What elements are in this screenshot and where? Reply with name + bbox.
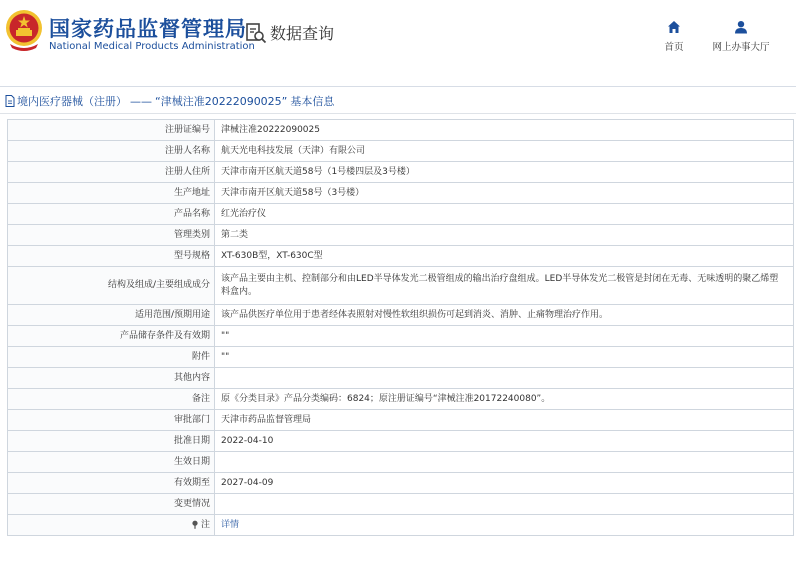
field-value <box>215 368 794 389</box>
table-row <box>8 347 794 368</box>
field-label: 有效期至 <box>8 473 215 494</box>
field-label: 生效日期 <box>8 452 215 473</box>
field-label: 批准日期 <box>8 431 215 452</box>
field-value: 天津市南开区航天道58号（3号楼） <box>215 183 794 204</box>
field-label: 生产地址 <box>8 183 215 204</box>
field-label: 其他内容 <box>8 368 215 389</box>
data-query-title <box>245 21 334 44</box>
field-value: "" <box>215 347 794 368</box>
field-value: 第二类 <box>215 225 794 246</box>
record-title-bar <box>0 87 796 114</box>
field-label: 适用范围/预期用途 <box>8 305 215 326</box>
field-label: 产品储存条件及有效期 <box>8 326 215 347</box>
field-value: 津械注准20222090025 <box>215 120 794 141</box>
table-row <box>8 473 794 494</box>
field-label: 注册证编号 <box>8 120 215 141</box>
table-row <box>8 410 794 431</box>
field-label: 附件 <box>8 347 215 368</box>
site-header <box>0 0 796 72</box>
table-row <box>8 267 794 305</box>
table-row <box>8 452 794 473</box>
field-value: "" <box>215 326 794 347</box>
table-row <box>8 368 794 389</box>
table-row <box>8 494 794 515</box>
field-value <box>215 452 794 473</box>
pin-icon <box>191 520 199 529</box>
breadcrumb-record: “津械注准20222090025” <box>155 95 288 108</box>
field-label: 变更情况 <box>8 494 215 515</box>
breadcrumb-separator: —— <box>130 94 152 108</box>
nav-service-hall[interactable] <box>706 20 776 53</box>
field-value: 航天光电科技发展（天津）有限公司 <box>215 141 794 162</box>
table-row <box>8 246 794 267</box>
user-icon <box>734 20 748 34</box>
national-emblem-icon <box>4 6 44 54</box>
field-label: 管理类别 <box>8 225 215 246</box>
nav-service-hall-label: 网上办事大厅 <box>712 42 770 53</box>
field-label: 产品名称 <box>8 204 215 225</box>
field-label: 结构及组成/主要组成成分 <box>8 267 215 305</box>
nav-home-label: 首页 <box>664 42 684 53</box>
org-name-en: National Medical Products Administration <box>49 41 255 52</box>
field-label: 注册人住所 <box>8 162 215 183</box>
home-icon <box>667 20 681 34</box>
field-value: 该产品主要由主机、控制部分和由LED半导体发光二极管组成的输出治疗盘组成。LED半导体发光二极管是封闭在无毒、无味透明的聚乙烯塑料盒内。 <box>215 267 794 305</box>
breadcrumb <box>5 93 334 109</box>
table-row <box>8 389 794 410</box>
record-detail-table <box>7 119 794 536</box>
query-title-text: 数据查询 <box>270 24 335 43</box>
field-value: 该产品供医疗单位用于患者经体表照射对慢性软组织损伤可起到消炎、消肿、止痛物理治疗作用。 <box>215 305 794 326</box>
field-label: 审批部门 <box>8 410 215 431</box>
field-value <box>215 494 794 515</box>
table-row <box>8 515 794 536</box>
table-row <box>8 431 794 452</box>
field-label: 注册人名称 <box>8 141 215 162</box>
table-row <box>8 225 794 246</box>
field-value: 天津市南开区航天道58号（1号楼四层及3号楼） <box>215 162 794 183</box>
nav-home[interactable] <box>658 20 690 53</box>
details-link[interactable]: 详情 <box>221 519 240 530</box>
table-row <box>8 141 794 162</box>
field-label: 备注 <box>8 389 215 410</box>
field-value: 天津市药品监督管理局 <box>215 410 794 431</box>
field-value: 原《分类目录》产品分类编码：6824；原注册证编号“津械注准20172240080”。 <box>215 389 794 410</box>
note-label-cell <box>8 515 215 536</box>
breadcrumb-suffix: 基本信息 <box>290 95 335 108</box>
document-search-icon <box>245 22 267 44</box>
table-row <box>8 120 794 141</box>
note-value-cell <box>215 515 794 536</box>
field-value: 2027-04-09 <box>215 473 794 494</box>
table-row <box>8 162 794 183</box>
field-label: 型号规格 <box>8 246 215 267</box>
field-value: XT-630B型，XT-630C型 <box>215 246 794 267</box>
table-row <box>8 204 794 225</box>
table-row <box>8 183 794 204</box>
table-row <box>8 305 794 326</box>
field-value: 红光治疗仪 <box>215 204 794 225</box>
note-label: 注 <box>200 519 210 530</box>
org-name-cn: 国家药品监督管理局 <box>49 17 247 41</box>
table-row <box>8 326 794 347</box>
field-value: 2022-04-10 <box>215 431 794 452</box>
breadcrumb-category-link[interactable]: 境内医疗器械（注册） <box>17 95 127 108</box>
document-icon <box>5 95 15 107</box>
